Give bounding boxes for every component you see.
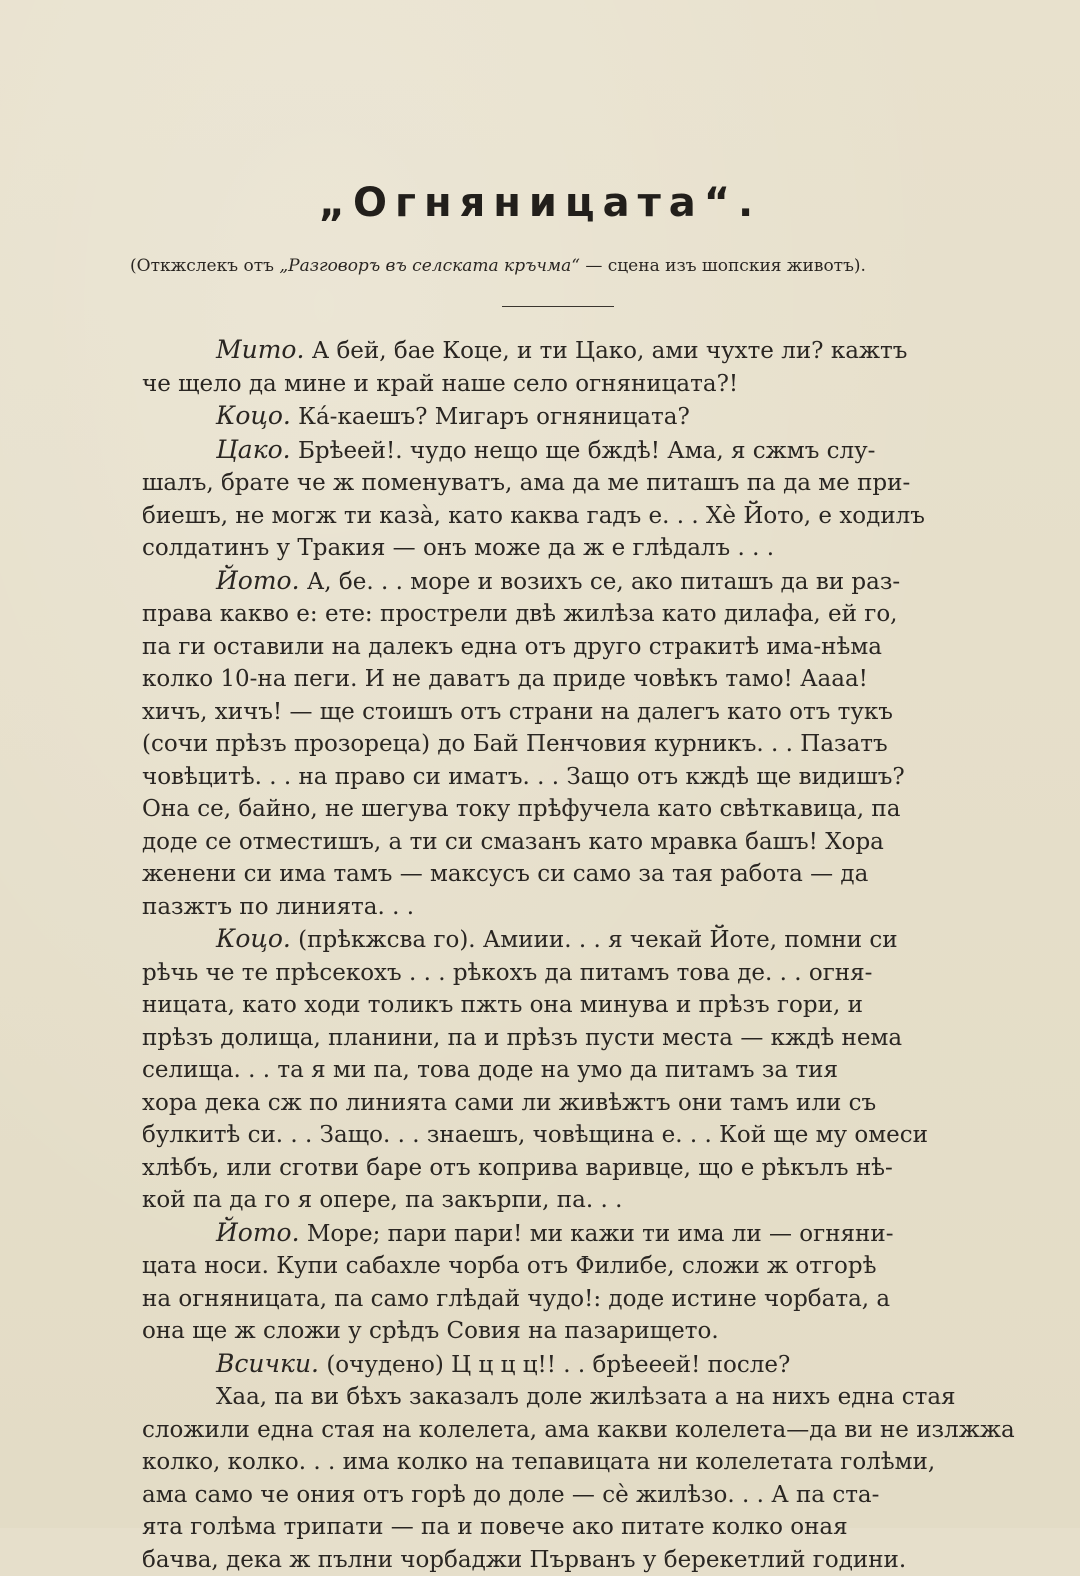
paragraph-line xyxy=(142,1184,998,1217)
line-text: Хаа, па ви бѣхъ заказалъ доле жилѣзата а на нихъ една стая xyxy=(216,1384,956,1410)
line-text: Ка́-каешъ? Мигаръ огняницата? xyxy=(298,404,690,430)
paragraph-line xyxy=(142,826,998,859)
dialogue-paragraph xyxy=(142,434,998,565)
speaker-name: Йото. xyxy=(216,566,300,595)
speaker-name: Цако. xyxy=(216,435,291,464)
line-text: рѣчь че те прѣсекохъ . . . рѣкохъ да питамъ това де. . . огня- xyxy=(142,960,872,986)
subtitle xyxy=(130,256,990,276)
speaker-name: Коцо. xyxy=(216,924,291,953)
paragraph-line xyxy=(142,598,998,631)
speaker-name: Коцо. xyxy=(216,401,291,430)
line-text: А, бе. . . море и возихъ се, ако питашъ да ви раз- xyxy=(307,569,900,595)
paragraph-line xyxy=(142,1022,998,1055)
line-text: кой па да го я опере, па закърпи, па. . . xyxy=(142,1187,622,1213)
speaker-name: Всички. xyxy=(216,1349,319,1378)
line-text: хора дека сж по линията сами ли живѣжтъ они тамъ или съ xyxy=(142,1090,876,1116)
line-text: па ги оставили на далекъ една отъ друго стракитѣ има-нѣма xyxy=(142,634,882,660)
paragraph-line xyxy=(142,858,998,891)
dialogue-paragraph xyxy=(142,1217,998,1348)
paragraph-line xyxy=(142,663,998,696)
line-text: (прѣкжсва го). Амиии. . . я чекай Йоте, помни си xyxy=(298,927,897,953)
line-text: колко 10-на пеги. И не даватъ да приде човѣкъ тамо! Аааа! xyxy=(142,666,868,692)
speaker-name: Йото. xyxy=(216,1218,300,1247)
dialogue-paragraph xyxy=(142,1381,998,1576)
line-text: колко, колко. . . има колко на тепавицата ни колелетата голѣми, xyxy=(142,1449,935,1475)
line-text: доде се отместишъ, а ти си смазанъ като мравка башъ! Хора xyxy=(142,829,884,855)
line-text: женени си има тамъ — максусъ си само за тая работа — да xyxy=(142,861,868,887)
line-text: (очудено) Ц ц ц ц!! . . брѣееей! после? xyxy=(326,1352,790,1378)
paragraph-line xyxy=(142,728,998,761)
subtitle-work-title: „Разговоръ въ селската кръчма“ xyxy=(279,256,580,276)
line-text: пазжтъ по линията. . . xyxy=(142,894,414,920)
paragraph-line xyxy=(142,923,998,957)
line-text: че щело да мине и край наше село огняницата?! xyxy=(142,371,738,397)
paragraph-line xyxy=(142,891,998,924)
line-text: ницата, като ходи толикъ пжть она минува и прѣзъ гори, и xyxy=(142,992,863,1018)
line-text: селища. . . та я ми па, това доде на умо да питамъ за тия xyxy=(142,1057,838,1083)
line-text: биешъ, не могж ти каза̀, като каква гадъ е. . . Хѐ Йото, е ходилъ xyxy=(142,503,925,529)
paragraph-line xyxy=(142,434,998,468)
paragraph-line xyxy=(142,1315,998,1348)
line-text: сложили една стая на колелета, ама какви колелета—да ви не излжжа xyxy=(142,1417,1015,1443)
paragraph-line xyxy=(142,793,998,826)
paragraph-line xyxy=(142,957,998,990)
subtitle-suffix: — сцена изъ шопския животъ). xyxy=(580,256,866,276)
paragraph-line xyxy=(142,565,998,599)
line-text: булкитѣ си. . . Защо. . . знаешъ, човѣщина е. . . Кой ще му омеси xyxy=(142,1122,928,1148)
paragraph-line xyxy=(142,631,998,664)
dialogue-paragraph xyxy=(142,565,998,924)
title-divider xyxy=(502,306,614,307)
line-text: хлѣбъ, или сготви баре отъ коприва варивце, що е рѣкълъ нѣ- xyxy=(142,1155,893,1181)
dialogue-paragraph xyxy=(142,334,998,400)
line-text: Море; пари пари! ми кажи ти има ли — огняни- xyxy=(307,1221,894,1247)
paragraph-line xyxy=(142,334,998,368)
line-text: ама само че ония отъ горѣ до доле — сѐ жилѣзо. . . А па ста- xyxy=(142,1482,879,1508)
subtitle-prefix: (Откжслекъ отъ xyxy=(130,256,279,276)
line-text: она ще ж сложи у срѣдъ Совия на пазарището. xyxy=(142,1318,719,1344)
line-text: на огняницата, па само глѣдай чудо!: доде истине чорбата, а xyxy=(142,1286,890,1312)
paragraph-line xyxy=(142,1511,998,1544)
paragraph-line xyxy=(142,1250,998,1283)
paragraph-line xyxy=(142,1119,998,1152)
paragraph-line xyxy=(142,1054,998,1087)
paragraph-line xyxy=(142,696,998,729)
paragraph-line xyxy=(142,400,998,434)
dialogue-paragraph xyxy=(142,1348,998,1382)
paragraph-line xyxy=(142,467,998,500)
line-text: А бей, бае Коце, и ти Цако, ами чухте ли? кажтъ xyxy=(312,338,908,364)
paragraph-line xyxy=(142,1348,998,1382)
paragraph-line xyxy=(142,1087,998,1120)
paragraph-line xyxy=(142,1446,998,1479)
line-text: прѣзъ долища, планини, па и прѣзъ пусти места — кждѣ нема xyxy=(142,1025,902,1051)
line-text: Она се, байно, не шегува току прѣфучела като свѣткавица, па xyxy=(142,796,900,822)
paragraph-line xyxy=(142,532,998,565)
paragraph-line xyxy=(142,989,998,1022)
dialogue-body xyxy=(142,334,998,1576)
line-text: права какво е: ете: прострели двѣ жилѣза като дилафа, ей го, xyxy=(142,601,898,627)
dialogue-paragraph xyxy=(142,400,998,434)
line-text: човѣцитѣ. . . на право си иматъ. . . Защо отъ кждѣ ще видишъ? xyxy=(142,764,905,790)
line-text: Брѣеей!. чудо нещо ще бждѣ! Ама, я сжмъ слу- xyxy=(298,438,875,464)
paragraph-line xyxy=(142,368,998,401)
line-text: (сочи прѣзъ прозореца) до Бай Пенчовия курникъ. . . Пазатъ xyxy=(142,731,888,757)
paragraph-line xyxy=(142,1283,998,1316)
paragraph-line xyxy=(142,1479,998,1512)
line-text: бачва, дека ж пълни чорбаджи Първанъ у берекетлий години. xyxy=(142,1547,906,1573)
line-text: цата носи. Купи сабахле чорба отъ Филибе, сложи ж отгорѣ xyxy=(142,1253,877,1279)
paragraph-line xyxy=(142,1544,998,1576)
line-text: солдатинъ у Тракия — онъ може да ж е глѣдалъ . . . xyxy=(142,535,774,561)
page-title: „Огняницата“. xyxy=(0,180,1080,226)
line-text: шалъ, брате че ж поменуватъ, ама да ме питашъ па да ме при- xyxy=(142,470,910,496)
line-text: ята голѣма трипати — па и повече ако питате колко оная xyxy=(142,1514,848,1540)
line-text: хичъ, хичъ! — ще стоишъ отъ страни на далегъ като отъ тукъ xyxy=(142,699,893,725)
speaker-name: Мито. xyxy=(216,335,304,364)
paragraph-line xyxy=(142,1152,998,1185)
paragraph-line xyxy=(142,1217,998,1251)
paragraph-line xyxy=(142,500,998,533)
paragraph-line xyxy=(142,1414,998,1447)
paragraph-line xyxy=(142,1381,998,1414)
dialogue-paragraph xyxy=(142,923,998,1217)
paragraph-line xyxy=(142,761,998,794)
